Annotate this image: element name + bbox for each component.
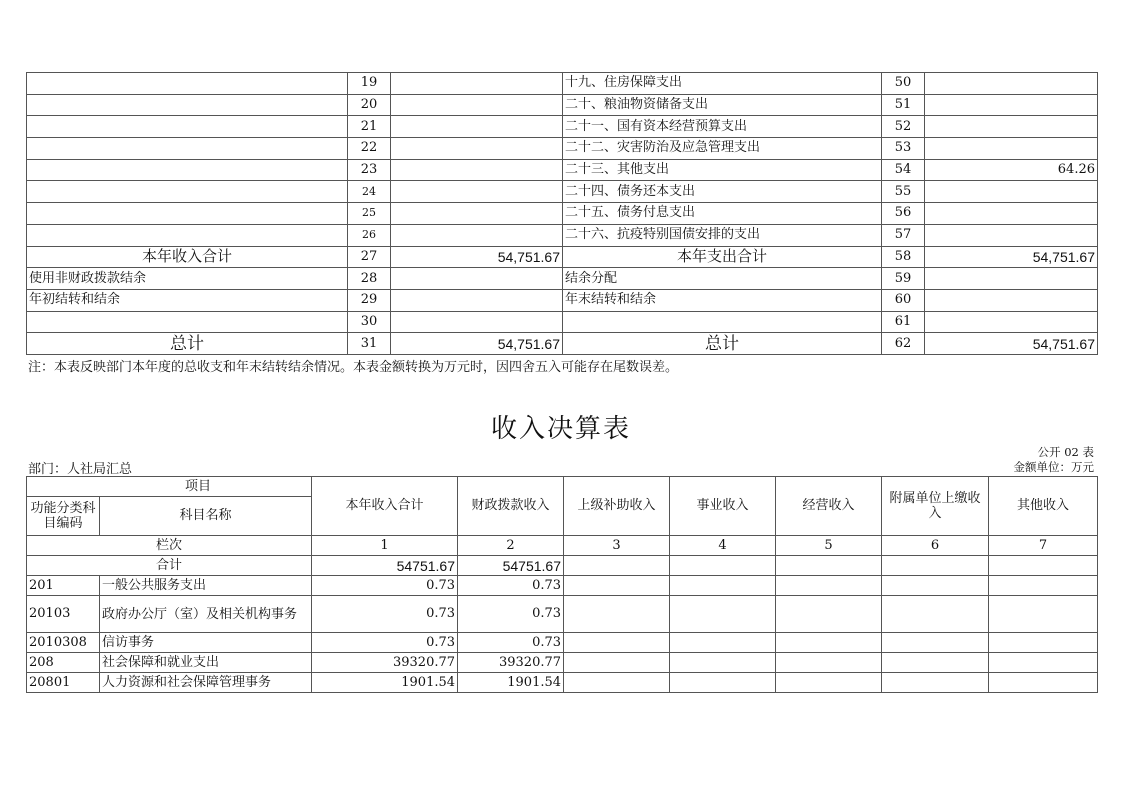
left-amount: [391, 116, 563, 138]
right-row-no: 59: [882, 268, 925, 290]
right-amount: [925, 73, 1098, 95]
total-value: [670, 556, 776, 576]
total-label: 合计: [27, 556, 312, 576]
item-header: 项目: [27, 477, 312, 497]
cell-value: [882, 653, 989, 673]
left-amount: [391, 289, 563, 311]
cell-value: [882, 596, 989, 633]
subject-code: 201: [27, 576, 100, 596]
left-row-no: 23: [348, 159, 391, 181]
left-item: [27, 138, 348, 160]
column-number: 2: [458, 536, 564, 556]
subject-name: 信访事务: [100, 633, 312, 653]
cell-value: [670, 576, 776, 596]
name-header: 科目名称: [100, 497, 312, 536]
left-amount: [391, 203, 563, 225]
right-item: 总计: [563, 333, 882, 355]
column-number: 1: [312, 536, 458, 556]
right-row-no: 54: [882, 159, 925, 181]
right-amount: [925, 311, 1098, 333]
cell-value: [564, 653, 670, 673]
table-row: [27, 576, 1098, 596]
left-amount: [391, 311, 563, 333]
right-amount: [925, 268, 1098, 290]
right-item: 本年支出合计: [563, 246, 882, 268]
left-amount: [391, 73, 563, 95]
left-amount: 54,751.67: [391, 246, 563, 268]
summary-table: [26, 72, 1098, 355]
left-row-no: 25: [348, 203, 391, 225]
column-number: 4: [670, 536, 776, 556]
cell-value: 1901.54: [458, 673, 564, 693]
col-header: 事业收入: [670, 477, 776, 536]
income-table: [26, 476, 1098, 693]
total-value: 54751.67: [458, 556, 564, 576]
left-row-no: 26: [348, 224, 391, 246]
table-row: [27, 224, 1098, 246]
left-item: [27, 181, 348, 203]
table-row-income-total: [27, 246, 1098, 268]
right-amount: [925, 203, 1098, 225]
right-amount: [925, 116, 1098, 138]
subject-name: 人力资源和社会保障管理事务: [100, 673, 312, 693]
table-row: [27, 138, 1098, 160]
cell-value: [989, 633, 1098, 653]
cell-value: [776, 576, 882, 596]
table-row: [27, 289, 1098, 311]
header-row: [27, 477, 1098, 497]
right-row-no: 53: [882, 138, 925, 160]
left-amount: [391, 224, 563, 246]
table-row: [27, 311, 1098, 333]
col-header: 本年收入合计: [312, 477, 458, 536]
col-header: 上级补助收入: [564, 477, 670, 536]
cell-value: [670, 673, 776, 693]
cell-value: [564, 596, 670, 633]
cell-value: [776, 633, 882, 653]
right-item: 二十一、国有资本经营预算支出: [563, 116, 882, 138]
cell-value: 0.73: [458, 576, 564, 596]
right-item: [563, 311, 882, 333]
cell-value: [989, 673, 1098, 693]
cell-value: [776, 596, 882, 633]
cell-value: 0.73: [458, 633, 564, 653]
left-row-no: 20: [348, 94, 391, 116]
table-row: [27, 181, 1098, 203]
cell-value: [670, 653, 776, 673]
left-row-no: 28: [348, 268, 391, 290]
right-amount: [925, 289, 1098, 311]
cell-value: [776, 673, 882, 693]
col-header: 附属单位上缴收入: [882, 477, 989, 536]
cell-value: [670, 596, 776, 633]
left-amount: [391, 268, 563, 290]
left-item: 使用非财政拨款结余: [27, 268, 348, 290]
right-row-no: 56: [882, 203, 925, 225]
right-item: 二十五、债务付息支出: [563, 203, 882, 225]
left-item: [27, 94, 348, 116]
table-row: [27, 653, 1098, 673]
cell-value: [564, 576, 670, 596]
right-row-no: 57: [882, 224, 925, 246]
left-amount: [391, 159, 563, 181]
total-value: [989, 556, 1098, 576]
right-amount: [925, 94, 1098, 116]
cell-value: [882, 576, 989, 596]
table-row: [27, 633, 1098, 653]
cell-value: [564, 673, 670, 693]
left-item: [27, 203, 348, 225]
table-row: [27, 203, 1098, 225]
right-amount: [925, 224, 1098, 246]
table-row: [27, 94, 1098, 116]
subject-name: 政府办公厅（室）及相关机构事务: [100, 596, 312, 633]
right-amount: 54,751.67: [925, 333, 1098, 355]
right-item: 二十二、灾害防治及应急管理支出: [563, 138, 882, 160]
subject-code: 2010308: [27, 633, 100, 653]
left-row-no: 24: [348, 181, 391, 203]
left-row-no: 31: [348, 333, 391, 355]
cell-value: [989, 653, 1098, 673]
table-row: [27, 596, 1098, 633]
col-header: 经营收入: [776, 477, 882, 536]
right-item: 结余分配: [563, 268, 882, 290]
subject-code: 20801: [27, 673, 100, 693]
amount-unit-label: 金额单位：万元: [1013, 460, 1094, 474]
left-item: [27, 311, 348, 333]
right-item: 二十四、债务还本支出: [563, 181, 882, 203]
right-item: 二十六、抗疫特别国债安排的支出: [563, 224, 882, 246]
right-row-no: 51: [882, 94, 925, 116]
total-value: [564, 556, 670, 576]
cell-value: 0.73: [312, 596, 458, 633]
col-header: 财政拨款收入: [458, 477, 564, 536]
left-item: 本年收入合计: [27, 246, 348, 268]
right-amount: 64.26: [925, 159, 1098, 181]
cell-value: [776, 653, 882, 673]
left-amount: [391, 138, 563, 160]
left-row-no: 21: [348, 116, 391, 138]
cell-value: 39320.77: [458, 653, 564, 673]
left-amount: 54,751.67: [391, 333, 563, 355]
left-item: 总计: [27, 333, 348, 355]
col-header: 其他收入: [989, 477, 1098, 536]
right-item: 年末结转和结余: [563, 289, 882, 311]
left-row-no: 30: [348, 311, 391, 333]
page-title: 收入决算表: [490, 414, 631, 444]
cell-value: [989, 576, 1098, 596]
left-row-no: 19: [348, 73, 391, 95]
right-row-no: 50: [882, 73, 925, 95]
table-row: [27, 73, 1098, 95]
cell-value: [989, 596, 1098, 633]
department-label: 部门：人社局汇总: [28, 462, 133, 477]
right-row-no: 60: [882, 289, 925, 311]
left-amount: [391, 181, 563, 203]
right-row-no: 52: [882, 116, 925, 138]
column-number: 6: [882, 536, 989, 556]
table-row: [27, 159, 1098, 181]
left-item: 年初结转和结余: [27, 289, 348, 311]
left-item: [27, 73, 348, 95]
right-amount: [925, 181, 1098, 203]
cell-value: 0.73: [458, 596, 564, 633]
cell-value: 0.73: [312, 576, 458, 596]
total-value: [882, 556, 989, 576]
left-row-no: 22: [348, 138, 391, 160]
left-item: [27, 159, 348, 181]
right-row-no: 55: [882, 181, 925, 203]
right-item: 二十、粮油物资储备支出: [563, 94, 882, 116]
table-row: [27, 116, 1098, 138]
right-amount: 54,751.67: [925, 246, 1098, 268]
left-row-no: 27: [348, 246, 391, 268]
column-number-row: [27, 536, 1098, 556]
right-amount: [925, 138, 1098, 160]
column-number: 5: [776, 536, 882, 556]
cell-value: [564, 633, 670, 653]
right-item: 二十三、其他支出: [563, 159, 882, 181]
total-value: 54751.67: [312, 556, 458, 576]
total-row: [27, 556, 1098, 576]
cell-value: [882, 633, 989, 653]
left-amount: [391, 94, 563, 116]
right-item: 十九、住房保障支出: [563, 73, 882, 95]
right-row-no: 61: [882, 311, 925, 333]
left-item: [27, 116, 348, 138]
subject-code: 20103: [27, 596, 100, 633]
cell-value: 1901.54: [312, 673, 458, 693]
cell-value: [670, 633, 776, 653]
table-row: [27, 268, 1098, 290]
subject-name: 一般公共服务支出: [100, 576, 312, 596]
cell-value: [882, 673, 989, 693]
subject-name: 社会保障和就业支出: [100, 653, 312, 673]
cell-value: 0.73: [312, 633, 458, 653]
column-number: 7: [989, 536, 1098, 556]
code-header: 功能分类科目编码: [27, 497, 100, 536]
right-row-no: 58: [882, 246, 925, 268]
table-row: [27, 673, 1098, 693]
subject-code: 208: [27, 653, 100, 673]
right-row-no: 62: [882, 333, 925, 355]
left-row-no: 29: [348, 289, 391, 311]
form-number: 公开 02 表: [1037, 445, 1094, 459]
table-note: 注：本表反映部门本年度的总收支和年末结转结余情况。本表金额转换为万元时，因四舍五入可能存在尾数误差。: [28, 360, 679, 375]
table-row-grand-total: [27, 333, 1098, 355]
column-number: 3: [564, 536, 670, 556]
left-item: [27, 224, 348, 246]
cell-value: 39320.77: [312, 653, 458, 673]
total-value: [776, 556, 882, 576]
column-number-label: 栏次: [27, 536, 312, 556]
